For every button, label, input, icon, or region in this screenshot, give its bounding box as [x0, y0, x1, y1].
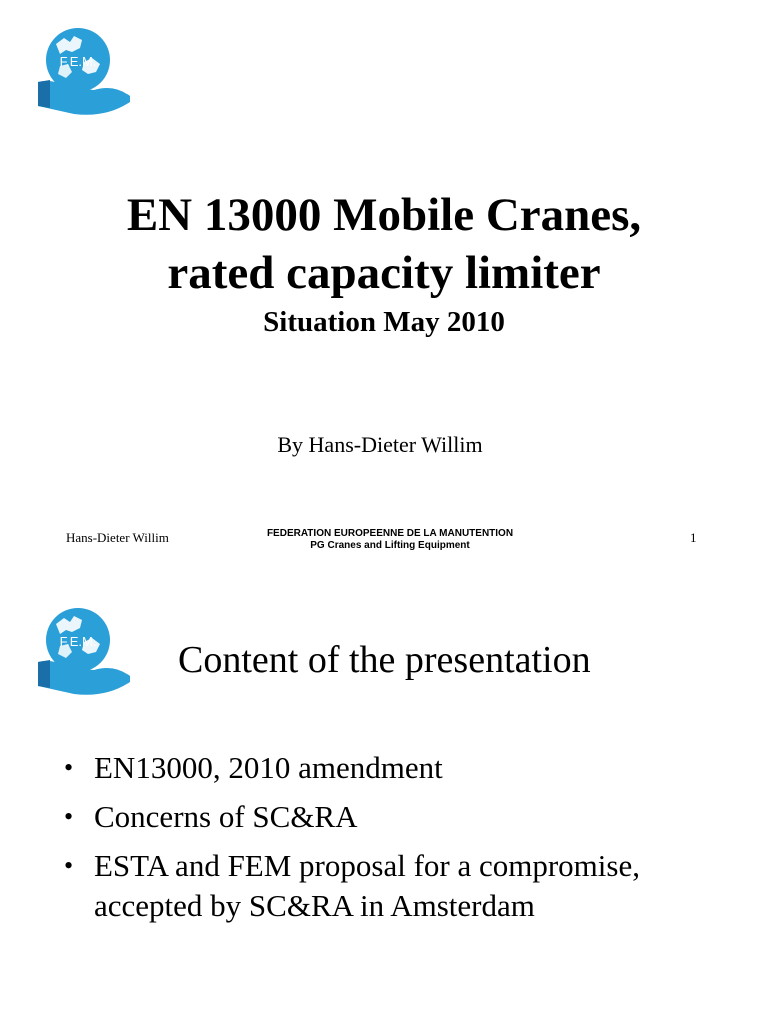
bullet-list [62, 748, 742, 935]
bullet-text: EN13000, 2010 amendment [94, 750, 443, 785]
bullet-text: ESTA and FEM proposal for a compromise, accepted by SC&RA in Amsterdam [94, 848, 640, 923]
globe-hand-icon [34, 602, 134, 702]
globe-hand-icon [34, 22, 134, 122]
footer-org-line-2: PG Cranes and Lifting Equipment [310, 540, 470, 551]
slide-2 [0, 574, 768, 1024]
bullet-icon: • [64, 753, 74, 782]
svg-text:F.E.M.: F.E.M. [59, 54, 97, 69]
fem-logo [34, 22, 134, 122]
slide-title-line-2: rated capacity limiter [167, 247, 601, 299]
list-item [62, 797, 742, 837]
slide-title-line-1: EN 13000 Mobile Cranes, [126, 189, 642, 241]
footer-org-line-1: FEDERATION EUROPEENNE DE LA MANUTENTION [266, 528, 514, 539]
list-item [62, 846, 742, 926]
bullet-text: Concerns of SC&RA [94, 799, 358, 834]
content-title: Content of the presentation [178, 639, 591, 681]
bullet-icon: • [64, 802, 74, 831]
svg-text:F.E.M.: F.E.M. [59, 634, 97, 649]
list-item [62, 748, 742, 788]
fem-logo [34, 602, 134, 702]
author-line: By Hans-Dieter Willim [277, 432, 483, 457]
slide-subtitle: Situation May 2010 [263, 306, 505, 338]
slide-title [0, 186, 768, 302]
page-number: 1 [690, 530, 697, 545]
footer-author: Hans-Dieter Willim [66, 530, 169, 545]
bullet-icon: • [64, 851, 74, 880]
footer-organization [240, 528, 540, 552]
